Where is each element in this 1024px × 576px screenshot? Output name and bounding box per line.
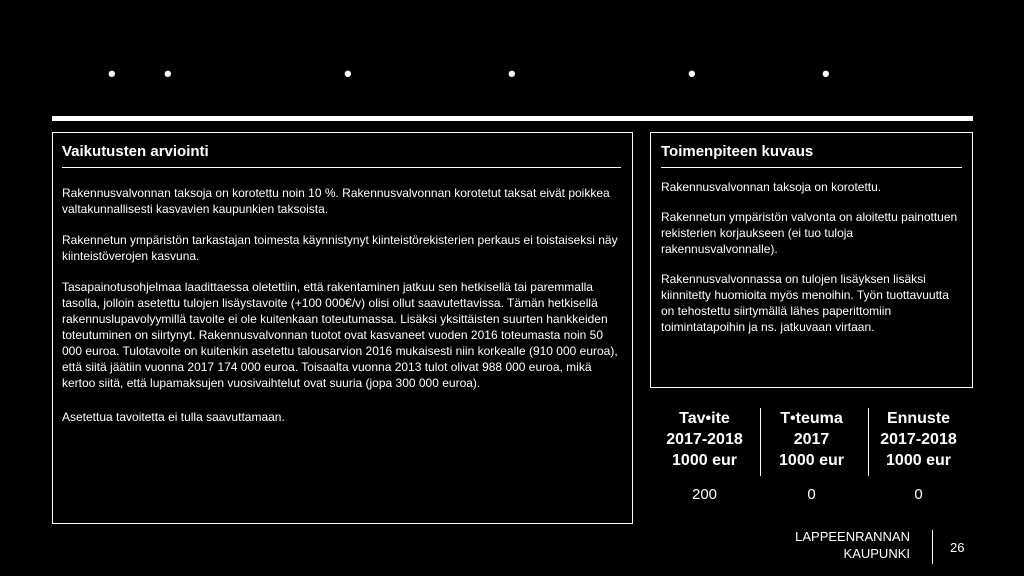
actual-header-line1: T•teuma: [780, 410, 843, 427]
forecast-column: [866, 408, 971, 503]
forecast-value: 0: [914, 486, 923, 503]
title-rule: [52, 116, 973, 121]
title-fragment: •: [508, 61, 516, 86]
organization-name-line2: KAUPUNKI: [843, 546, 910, 561]
organization-name: [770, 528, 910, 562]
measure-paragraph: Rakennetun ympäristön valvonta on aloitettu painottuen rekisterien korjaukseen (ei tuo tuloja rakennusvalvonnalle).: [661, 210, 958, 256]
measure-description-body: [661, 179, 963, 349]
target-column: [652, 408, 757, 503]
impact-assessment-box: [52, 132, 633, 524]
target-header-line1: Tav•ite: [679, 410, 730, 427]
impact-paragraph: Asetettua tavoitetta ei tulla saavuttamaan.: [62, 410, 285, 424]
slide-title-fragments: [108, 62, 838, 86]
actual-value: 0: [807, 486, 816, 503]
target-header-line3: 1000 eur: [672, 452, 737, 469]
forecast-header-line2: 2017-2018: [880, 431, 957, 448]
impact-assessment-body: [62, 185, 622, 440]
impact-paragraph: Rakennusvalvonnan taksoja on korotettu noin 10 %. Rakennusvalvonnan korotetut taksat eivät poikkea valtakunnallisesti kasvavien kaupunkien taksoista.: [62, 186, 610, 216]
measure-description-box: [650, 132, 973, 388]
page-number: 26: [950, 540, 965, 555]
target-header-line2: 2017-2018: [666, 431, 743, 448]
impact-paragraph: Rakennetun ympäristön tarkastajan toimesta käynnistynyt kiinteistörekisterien perkaus ei toistaiseksi näy kiinteistöverojen kasvuna.: [62, 233, 618, 263]
title-fragment: •: [688, 61, 696, 86]
title-fragment: •: [108, 61, 116, 86]
forecast-header-line3: 1000 eur: [886, 452, 951, 469]
title-fragment: •: [344, 61, 352, 86]
title-fragment: •: [164, 61, 172, 86]
impact-paragraph: Tasapainotusohjelmaa laadittaessa oletettiin, että rakentaminen jatkuu sen hetkisellä tai paremmalla tasolla, jolloin asetettu tulojen lisäystavoite (+100 000€/v) olisi ollut saavutettavissa. Tämän hetkisellä rakennuslupavolyymillä tavoite ei ole kuitenkaan toteutumassa. Lisäksi yksittäisten suurten hankkeiden toteutuminen on siirtynyt. Rakennusvalvonnan tuotot ovat kasvaneet vuoden 2016 toteumasta noin 50 000 euroa. Tulotavoite on kuitenkin asetettu talousarvion 2016 mukaisesti niin korkealle (910 000 euroa), että siitä jäätiin vuonna 2017 174 000 euroa. Toisaalta vuonna 2013 tulot olivat 988 000 euroa, mikä kertoo siitä, että lupamaksujen vuosivaihtelut ovat suuria (jopa 300 000 euroa).: [62, 280, 618, 390]
measure-paragraph: Rakennusvalvonnassa on tulojen lisäyksen lisäksi kiinnitetty huomioita myös menoihin. Työn tuottavuutta on tehostettu siirtymällä lähes paperittomiin toimintatapoihin ja ns. jatkuvaan virtaan.: [661, 272, 949, 334]
measure-paragraph: Rakennusvalvonnan taksoja on korotettu.: [661, 180, 882, 194]
target-value: 200: [691, 486, 718, 503]
actual-header-line2: 2017: [793, 431, 830, 448]
forecast-header-line1: Ennuste: [886, 410, 951, 427]
actual-header-line3: 1000 eur: [779, 452, 844, 469]
measure-description-title: Toimenpiteen kuvaus: [661, 143, 962, 168]
footer-divider: [932, 530, 933, 564]
title-fragment: •: [822, 61, 830, 86]
organization-name-line1: LAPPEENRANNAN: [795, 529, 910, 544]
impact-assessment-title: Vaikutusten arviointi: [62, 143, 621, 168]
actual-column: [759, 408, 864, 503]
